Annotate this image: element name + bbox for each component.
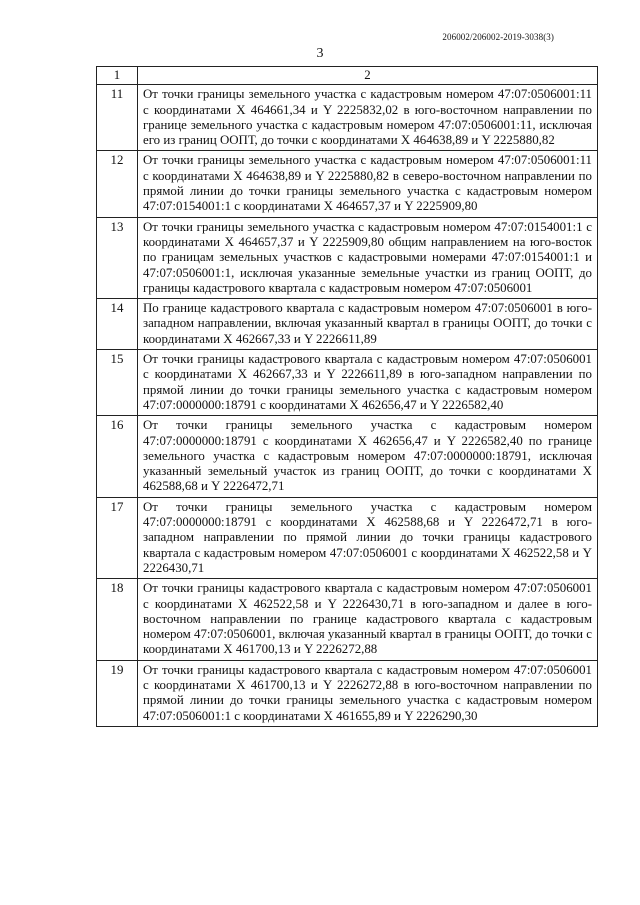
- row-text: От точки границы земельного участка с кадастровым номером 47:07:0154001:1 с координатами X 464657,37 и Y 2225909,80 общим направлением на юго-восток по границам земельных участков с кадастровыми номерами 47:07:0154001:1 и 47:07:0506001:1, исключая указанные земельные участки из границ ООПТ, до границы кадастрового квартала с кадастровым номером 47:07:0506001: [138, 217, 598, 298]
- row-number: 18: [97, 579, 138, 660]
- table-row: [97, 85, 598, 151]
- table-row: [97, 660, 598, 726]
- table-row: [97, 350, 598, 416]
- row-text: От точки границы кадастрового квартала с кадастровым номером 47:07:0506001 с координатами X 461700,13 и Y 2226272,88 в юго-восточном направлении по прямой линии до точки границы земельного участка с кадастровым номером 47:07:0506001:1 с координатами X 461655,89 и Y 2226290,30: [138, 660, 598, 726]
- row-number: 15: [97, 350, 138, 416]
- document-number: 206002/206002-2019-3038(3): [442, 32, 554, 42]
- row-text: От точки границы земельного участка с кадастровым номером 47:07:0000000:18791 с координатами X 462588,68 и Y 2226472,71 в юго-западном направлении по прямой линии до точки границы кадастрового квартала с кадастровым номером 47:07:0506001 с координатами X 462522,58 и Y 2226430,71: [138, 497, 598, 578]
- row-number: 11: [97, 85, 138, 151]
- row-number: 19: [97, 660, 138, 726]
- column-header-2: 2: [138, 67, 598, 85]
- row-number: 17: [97, 497, 138, 578]
- row-text: От точки границы кадастрового квартала с кадастровым номером 47:07:0506001 с координатами X 462522,58 и Y 2226430,71 в юго-западном и далее в юго-восточном направлении по границе кадастрового квартала с кадастровым номером 47:07:0506001, включая указанный квартал в границы ООПТ, до точки с координатами X 461700,13 и Y 2226272,88: [138, 579, 598, 660]
- page-number: 3: [316, 46, 324, 61]
- row-number: 12: [97, 151, 138, 217]
- table-row: [97, 217, 598, 298]
- table-row: [97, 151, 598, 217]
- row-text: От точки границы земельного участка с кадастровым номером 47:07:0506001:11 с координатами X 464661,34 и Y 2225832,02 в юго-восточном направлении по границе земельного участка с кадастровым номером 47:07:0506001:11, исключая его из границ ООПТ, до точки с координатами X 464638,89 и Y 2225880,82: [138, 85, 598, 151]
- table-row: [97, 416, 598, 497]
- table-row: [97, 299, 598, 350]
- table-header-row: [97, 67, 598, 85]
- row-text: По границе кадастрового квартала с кадастровым номером 47:07:0506001 в юго-западном направлении, включая указанный квартал в границы ООПТ, до точки с координатами X 462667,33 и Y 2226611,89: [138, 299, 598, 350]
- table-row: [97, 579, 598, 660]
- row-number: 13: [97, 217, 138, 298]
- row-number: 16: [97, 416, 138, 497]
- row-text: От точки границы земельного участка с кадастровым номером 47:07:0506001:11 с координатами X 464638,89 и Y 2225880,82 в северо-восточном направлении по прямой линии до точки границы земельного участка с кадастровым номером 47:07:0154001:1 с координатами X 464657,37 и Y 2225909,80: [138, 151, 598, 217]
- column-header-1: 1: [97, 67, 138, 85]
- row-text: От точки границы земельного участка с кадастровым номером 47:07:0000000:18791 с координатами X 462656,47 и Y 2226582,40 по границе земельного участка с кадастровым номером 47:07:0000000:18791, исключая указанный земельный участок из границ ООПТ, до точки с координатами X 462588,68 и Y 2226472,71: [138, 416, 598, 497]
- boundary-description-table: [96, 66, 598, 727]
- table-row: [97, 497, 598, 578]
- row-text: От точки границы кадастрового квартала с кадастровым номером 47:07:0506001 с координатами X 462667,33 и Y 2226611,89 в юго-западном направлении по прямой линии до точки границы земельного участка с кадастровым номером 47:07:0000000:18791 с координатами X 462656,47 и Y 2226582,40: [138, 350, 598, 416]
- row-number: 14: [97, 299, 138, 350]
